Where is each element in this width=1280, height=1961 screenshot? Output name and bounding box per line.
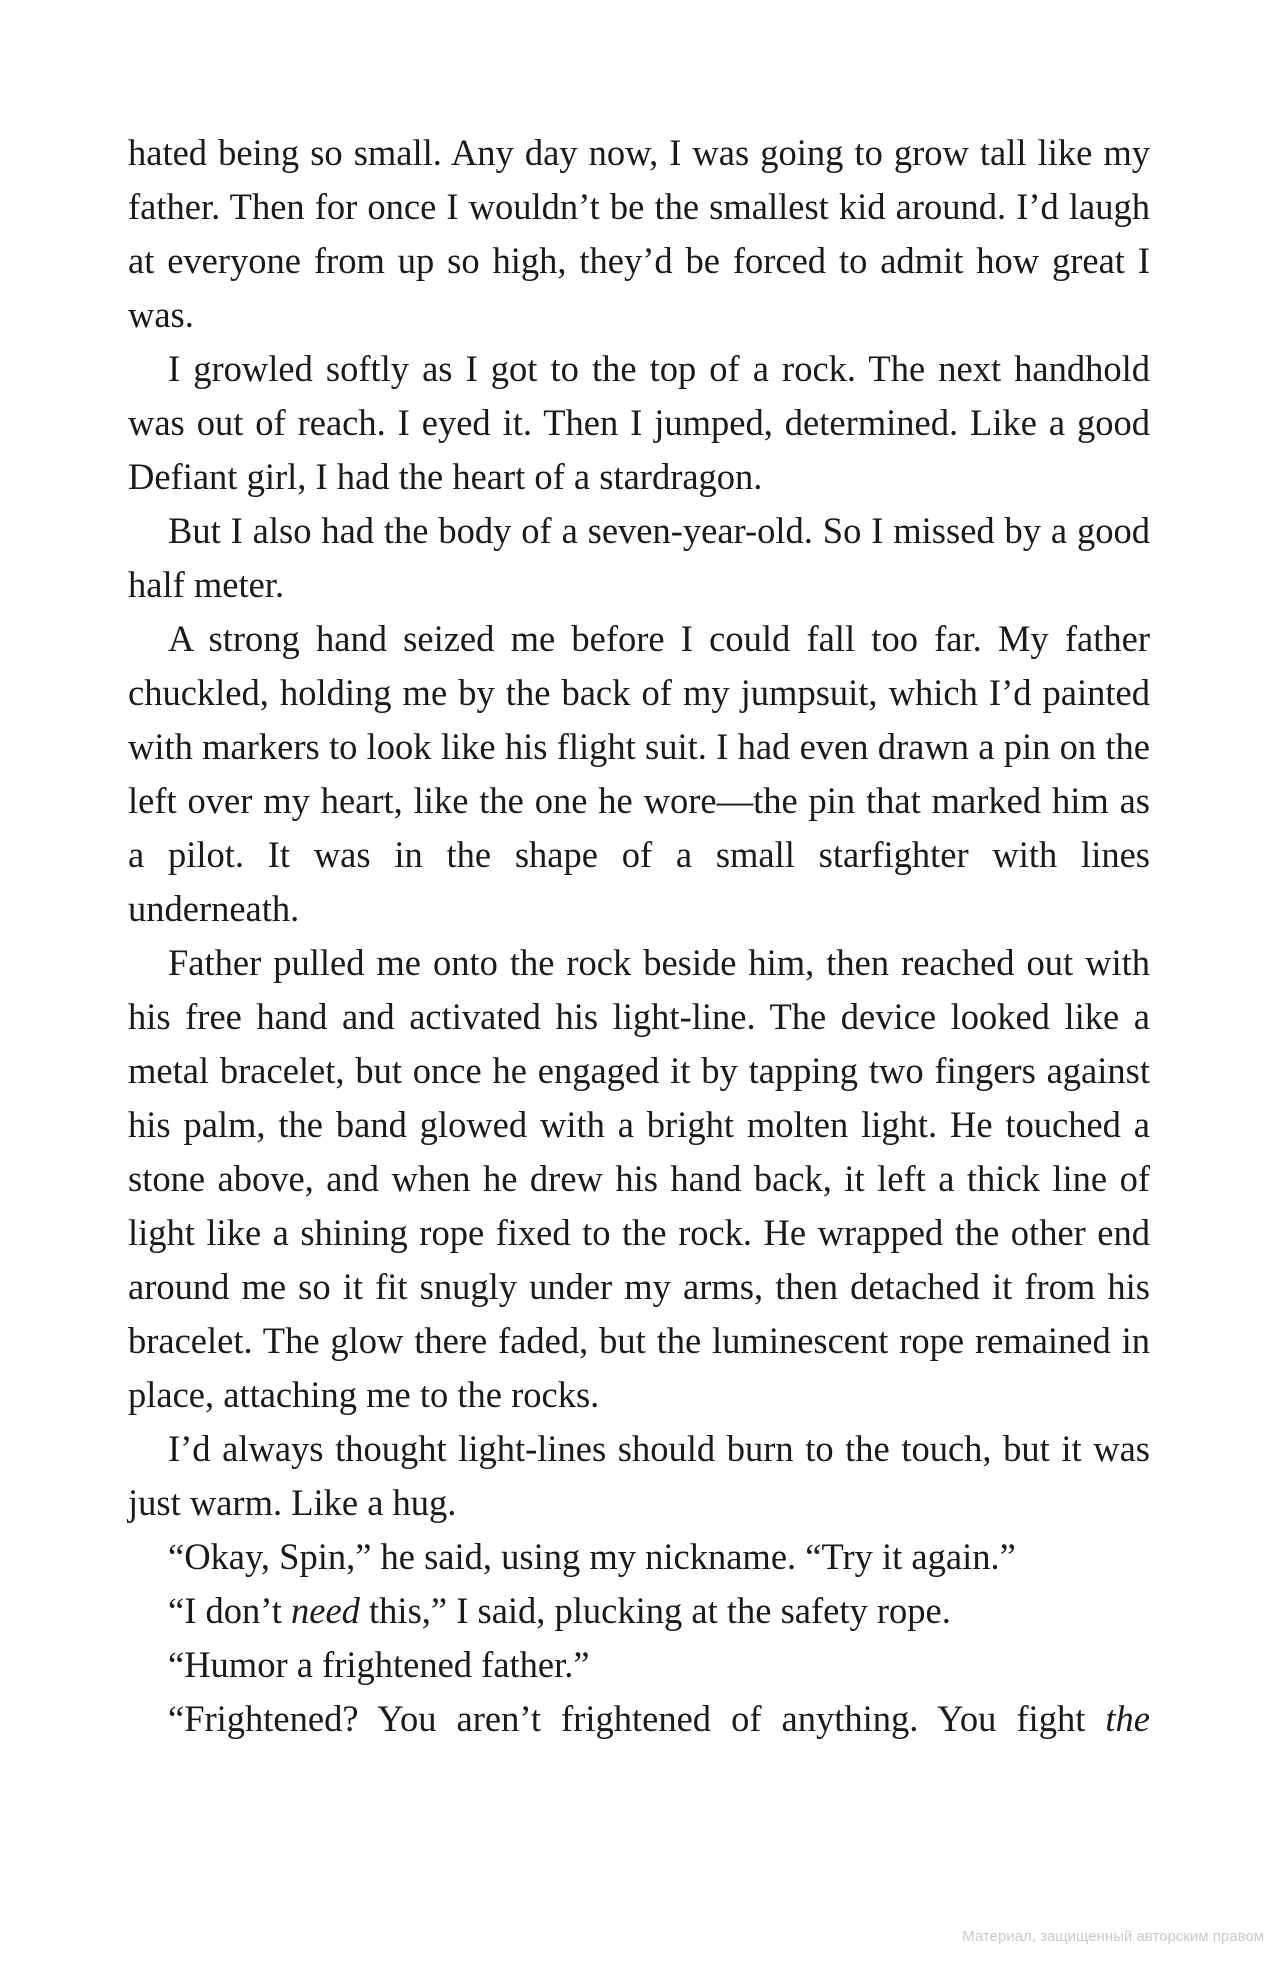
paragraph-8 — [128, 1584, 1150, 1638]
paragraph-5: Father pulled me onto the rock beside him, then reached out with his free hand and activated his light-line. The device looked like a metal bracelet, but once he engaged it by tapping two fingers against his palm, the band glowed with a bright molten light. He touched a stone above, and when he drew his hand back, it left a thick line of light like a shining rope fixed to the rock. He wrapped the other end around me so it fit snugly under my arms, then detached it from his bracelet. The glow there faded, but the luminescent rope remained in place, attaching me to the rocks. — [128, 942, 1150, 1415]
paragraph-8-text-end: this,” I said, plucking at the safety rope. — [359, 1590, 951, 1631]
paragraph-9: “Humor a frightened father.” — [168, 1644, 590, 1685]
copyright-watermark: Материал, защищенный авторским правом — [962, 1928, 1264, 1945]
paragraph-1: hated being so small. Any day now, I was going to grow tall like my father. Then for once I wouldn’t be the smallest kid around. I’d laugh at everyone from up so high, they’d be forced to admit how great I was. — [128, 132, 1150, 335]
paragraph-4: A strong hand seized me before I could fall too far. My father chuckled, holding me by the back of my jumpsuit, which I’d painted with markers to look like his flight suit. I had even drawn a pin on the left over my heart, like the one he wore—the pin that marked him as a pilot. It was in the shape of a small starfighter with lines underneath. — [128, 618, 1150, 929]
paragraph-10 — [128, 1692, 1150, 1746]
paragraph-10-italic-word: the — [1105, 1698, 1150, 1739]
paragraph-7: “Okay, Spin,” he said, using my nickname. “Try it again.” — [168, 1536, 1016, 1577]
paragraph-6: I’d always thought light-lines should burn to the touch, but it was just warm. Like a hug. — [128, 1428, 1150, 1523]
paragraph-8-text-start: “I don’t — [168, 1590, 291, 1631]
paragraph-10-text-start: “Frightened? You aren’t frightened of anything. You fight — [168, 1698, 1106, 1739]
paragraph-3: But I also had the body of a seven-year-old. So I missed by a good half meter. — [128, 510, 1150, 605]
paragraph-2: I growled softly as I got to the top of a rock. The next handhold was out of reach. I eyed it. Then I jumped, determined. Like a good Defiant girl, I had the heart of a stardragon. — [128, 348, 1150, 497]
page-body-text — [128, 126, 1150, 1746]
paragraph-8-italic-word: need — [291, 1590, 360, 1631]
